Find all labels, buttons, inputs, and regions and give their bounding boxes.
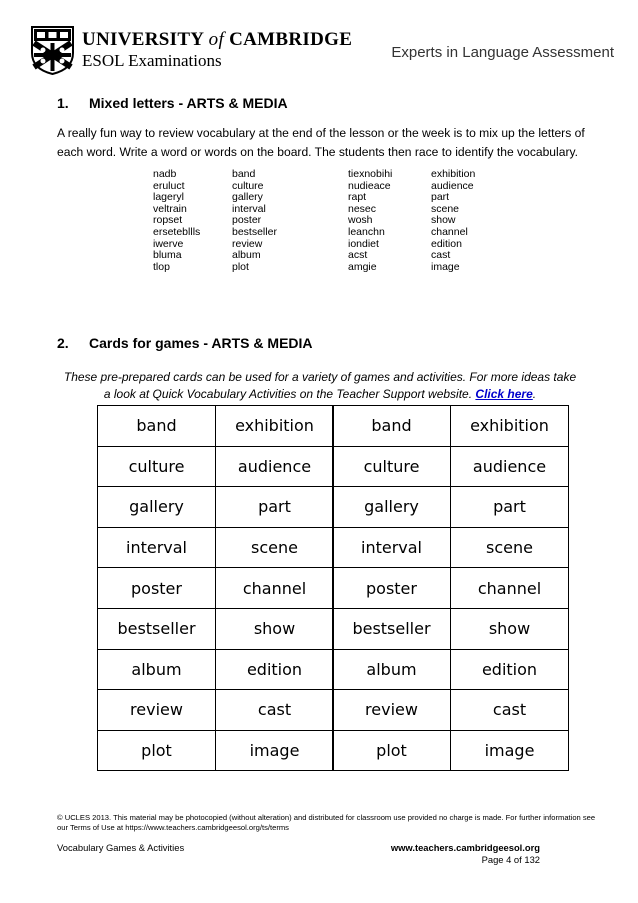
card-row: [333, 446, 569, 487]
card-cell: audience: [451, 446, 569, 487]
word-item: band: [232, 168, 256, 180]
card-row: [98, 649, 334, 690]
card-cell: edition: [451, 649, 569, 690]
card-cell: audience: [216, 446, 334, 487]
card-row: [333, 649, 569, 690]
card-row: [98, 446, 334, 487]
section1-intro: A really fun way to review vocabulary at the end of the lesson or the week is to mix up the letters of each word. Write a word or words on the board. The students then race to identify the vocabulary.: [57, 126, 585, 159]
cards-table-left: [97, 405, 334, 771]
card-cell: bestseller: [98, 608, 216, 649]
card-row: [98, 690, 334, 731]
word-item: part: [431, 191, 450, 204]
card-row: [98, 487, 334, 528]
word-item: bestseller: [232, 225, 277, 238]
card-cell: channel: [451, 568, 569, 609]
card-cell: gallery: [98, 487, 216, 528]
word-item: nadb: [153, 168, 177, 180]
card-cell: review: [333, 690, 451, 731]
card-cell: album: [98, 649, 216, 690]
cards-table-right: [332, 405, 569, 771]
word-item: review: [232, 237, 263, 250]
card-row: [98, 527, 334, 568]
university-name: UNIVERSITY of CAMBRIDGE: [82, 29, 353, 50]
cambridge-crest-icon: [30, 25, 75, 75]
click-here-link[interactable]: Click here: [475, 387, 533, 401]
card-cell: part: [216, 487, 334, 528]
card-cell: edition: [216, 649, 334, 690]
card-cell: show: [216, 608, 334, 649]
card-row: [98, 608, 334, 649]
scrambled-col-1: [153, 169, 200, 273]
card-cell: gallery: [333, 487, 451, 528]
card-cell: culture: [333, 446, 451, 487]
word-item: cast: [431, 249, 451, 262]
answers-col-1: [232, 169, 277, 273]
word-item: edition: [431, 237, 462, 250]
word-item: nudieace: [348, 179, 391, 192]
scrambled-col-2: [348, 169, 392, 273]
page-number: Page 4 of 132: [481, 854, 540, 865]
word-item: culture: [232, 179, 264, 192]
word-item: nesec: [348, 202, 377, 215]
copyright-notice: © UCLES 2013. This material may be photocopied (without alteration) and distributed for classroom use provided no charge is made. For further information see our Terms of Use at https://www.teachers.cambridgeesol.org/ts/terms: [57, 813, 596, 832]
word-item: rapt: [348, 191, 367, 204]
footer-title: Vocabulary Games & Activities: [57, 842, 185, 853]
card-row: [98, 406, 334, 447]
card-cell: scene: [216, 527, 334, 568]
word-item: plot: [232, 260, 249, 273]
section2-note: These pre-prepared cards can be used for a variety of games and activities. For more ideas take a look at Quick Vocabulary Activities on the Teacher Support website. Click here.: [63, 370, 577, 401]
card-row: [333, 487, 569, 528]
word-item: wosh: [348, 214, 373, 227]
word-item: ropset: [153, 214, 183, 227]
card-cell: image: [216, 730, 334, 771]
word-item: album: [232, 249, 261, 262]
word-item: show: [431, 214, 456, 227]
card-cell: exhibition: [451, 406, 569, 447]
word-item: bluma: [153, 249, 182, 262]
card-cell: cast: [216, 690, 334, 731]
card-row: [333, 608, 569, 649]
card-row: [333, 730, 569, 771]
word-item: exhibition: [431, 168, 476, 180]
word-item: gallery: [232, 191, 263, 204]
page-header: [0, 0, 638, 80]
card-cell: interval: [333, 527, 451, 568]
word-item: audience: [431, 179, 474, 192]
card-row: [98, 730, 334, 771]
tagline: Experts in Language Assessment: [391, 44, 614, 61]
word-item: tlop: [153, 260, 170, 273]
card-cell: plot: [98, 730, 216, 771]
word-item: ersetebllls: [153, 225, 201, 238]
word-item: scene: [431, 202, 460, 215]
word-item: iwerve: [153, 237, 184, 250]
card-cell: bestseller: [333, 608, 451, 649]
word-item: poster: [232, 214, 262, 227]
word-item: iondiet: [348, 237, 379, 250]
card-cell: poster: [333, 568, 451, 609]
esol-subtitle: ESOL Examinations: [82, 51, 222, 70]
word-item: image: [431, 260, 460, 273]
card-cell: channel: [216, 568, 334, 609]
word-item: interval: [232, 202, 266, 215]
card-cell: part: [451, 487, 569, 528]
card-row: [333, 527, 569, 568]
card-cell: exhibition: [216, 406, 334, 447]
card-row: [333, 568, 569, 609]
card-cell: image: [451, 730, 569, 771]
word-item: tiexnobihi: [348, 168, 393, 180]
word-item: veltrain: [153, 202, 187, 215]
word-item: lageryl: [153, 191, 184, 204]
word-item: leanchn: [348, 225, 385, 238]
section2-heading: 2. Cards for games - ARTS & MEDIA: [57, 335, 313, 351]
footer-url: www.teachers.cambridgeesol.org: [390, 842, 540, 853]
card-row: [333, 406, 569, 447]
card-cell: review: [98, 690, 216, 731]
card-row: [98, 568, 334, 609]
card-cell: plot: [333, 730, 451, 771]
card-cell: scene: [451, 527, 569, 568]
card-cell: poster: [98, 568, 216, 609]
card-row: [333, 690, 569, 731]
card-cell: cast: [451, 690, 569, 731]
card-cell: interval: [98, 527, 216, 568]
word-item: channel: [431, 225, 468, 238]
card-cell: album: [333, 649, 451, 690]
answers-col-2: [431, 169, 475, 273]
word-item: acst: [348, 249, 368, 262]
section1-heading: 1. Mixed letters - ARTS & MEDIA: [57, 95, 288, 111]
word-item: eruluct: [153, 179, 185, 192]
card-cell: show: [451, 608, 569, 649]
word-item: amgie: [348, 260, 377, 273]
card-cell: band: [333, 406, 451, 447]
card-cell: culture: [98, 446, 216, 487]
card-cell: band: [98, 406, 216, 447]
